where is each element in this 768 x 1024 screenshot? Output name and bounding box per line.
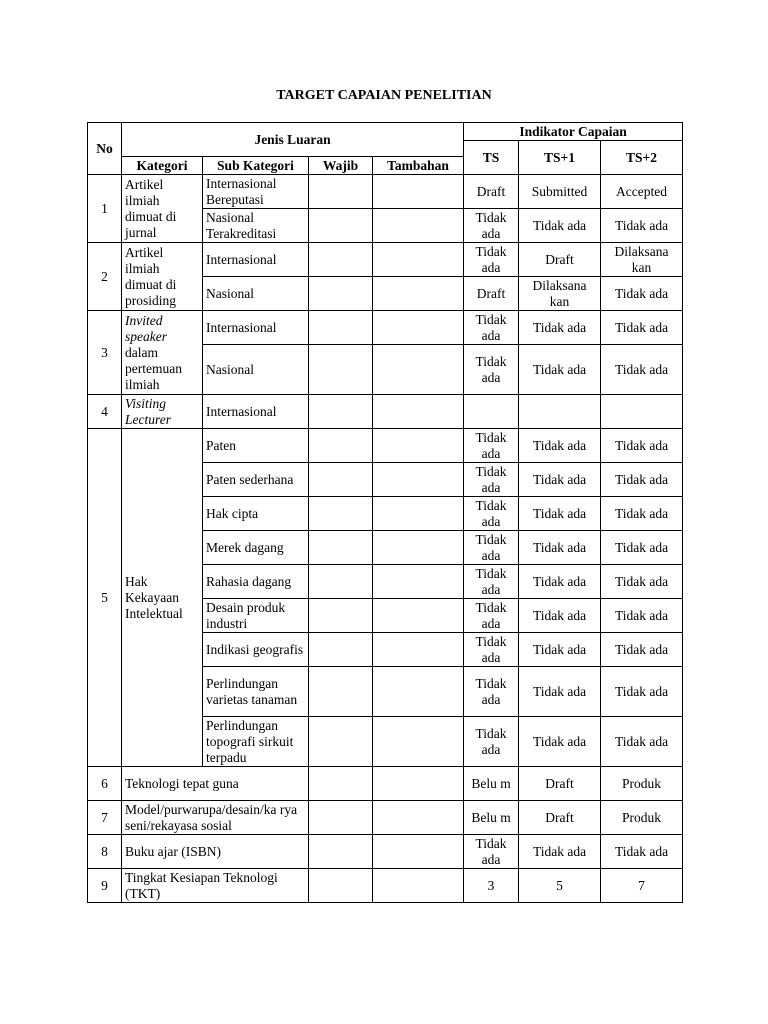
- ts-cell: Belu m: [464, 801, 519, 835]
- ts-cell: Tidak ada: [464, 667, 519, 717]
- ts2-cell: Tidak ada: [601, 311, 683, 345]
- wajib-cell: [309, 395, 373, 429]
- table-row: [88, 395, 683, 429]
- ts2-cell: Tidak ada: [601, 667, 683, 717]
- ts2-cell: Tidak ada: [601, 209, 683, 243]
- jenis-luaran-cell: Model/purwarupa/desain/ka rya seni/rekayasa sosial: [122, 801, 309, 835]
- table-row: [88, 767, 683, 801]
- sub-kategori-cell: Rahasia dagang: [203, 565, 309, 599]
- tambahan-cell: [373, 345, 464, 395]
- sub-kategori-cell: Internasional Bereputasi: [203, 175, 309, 209]
- ts2-cell: Accepted: [601, 175, 683, 209]
- wajib-cell: [309, 835, 373, 869]
- tambahan-cell: [373, 667, 464, 717]
- ts2-cell: Tidak ada: [601, 531, 683, 565]
- ts-cell: [464, 395, 519, 429]
- table-row: [88, 311, 683, 345]
- tambahan-cell: [373, 565, 464, 599]
- wajib-cell: [309, 633, 373, 667]
- ts-cell: Tidak ada: [464, 345, 519, 395]
- ts-cell: Tidak ada: [464, 497, 519, 531]
- sub-kategori-cell: Nasional Terakreditasi: [203, 209, 309, 243]
- jenis-luaran-cell: Teknologi tepat guna: [122, 767, 309, 801]
- tambahan-cell: [373, 801, 464, 835]
- ts1-cell: Draft: [519, 801, 601, 835]
- ts-cell: Draft: [464, 175, 519, 209]
- ts1-cell: Tidak ada: [519, 463, 601, 497]
- header-no: No: [88, 123, 122, 175]
- ts1-cell: Tidak ada: [519, 599, 601, 633]
- tambahan-cell: [373, 497, 464, 531]
- ts-cell: Tidak ada: [464, 565, 519, 599]
- wajib-cell: [309, 599, 373, 633]
- tambahan-cell: [373, 429, 464, 463]
- header-tambahan: Tambahan: [373, 157, 464, 175]
- wajib-cell: [309, 243, 373, 277]
- ts1-cell: Dilaksana kan: [519, 277, 601, 311]
- ts2-cell: Tidak ada: [601, 599, 683, 633]
- row-number: 4: [88, 395, 122, 429]
- header-kategori: Kategori: [122, 157, 203, 175]
- ts-cell: Tidak ada: [464, 463, 519, 497]
- table-row: [88, 835, 683, 869]
- wajib-cell: [309, 531, 373, 565]
- ts1-cell: Tidak ada: [519, 717, 601, 767]
- wajib-cell: [309, 869, 373, 903]
- table-row: [88, 175, 683, 209]
- kategori-cell: [122, 243, 203, 311]
- tambahan-cell: [373, 717, 464, 767]
- ts-cell: Tidak ada: [464, 633, 519, 667]
- sub-kategori-cell: Paten: [203, 429, 309, 463]
- ts-cell: Tidak ada: [464, 311, 519, 345]
- wajib-cell: [309, 429, 373, 463]
- ts-cell: Tidak ada: [464, 531, 519, 565]
- sub-kategori-cell: Paten sederhana: [203, 463, 309, 497]
- jenis-luaran-cell: Buku ajar (ISBN): [122, 835, 309, 869]
- tambahan-cell: [373, 531, 464, 565]
- ts2-cell: Tidak ada: [601, 463, 683, 497]
- ts1-cell: 5: [519, 869, 601, 903]
- sub-kategori-cell: Perlindungan varietas tanaman: [203, 667, 309, 717]
- ts1-cell: Tidak ada: [519, 497, 601, 531]
- kategori-cell: [122, 429, 203, 767]
- ts2-cell: Tidak ada: [601, 633, 683, 667]
- tambahan-cell: [373, 243, 464, 277]
- ts-cell: Tidak ada: [464, 429, 519, 463]
- table-row: [88, 869, 683, 903]
- ts2-cell: Tidak ada: [601, 429, 683, 463]
- jenis-luaran-cell: Tingkat Kesiapan Teknologi (TKT): [122, 869, 309, 903]
- header-ts: TS: [464, 141, 519, 175]
- ts2-cell: Tidak ada: [601, 277, 683, 311]
- ts2-cell: Produk: [601, 767, 683, 801]
- ts1-cell: Submitted: [519, 175, 601, 209]
- sub-kategori-cell: Internasional: [203, 395, 309, 429]
- header-ts2: TS+2: [601, 141, 683, 175]
- ts1-cell: Tidak ada: [519, 835, 601, 869]
- wajib-cell: [309, 209, 373, 243]
- wajib-cell: [309, 311, 373, 345]
- header-jenis-luaran: Jenis Luaran: [122, 123, 464, 157]
- header-ts1: TS+1: [519, 141, 601, 175]
- ts2-cell: Dilaksana kan: [601, 243, 683, 277]
- ts-cell: Tidak ada: [464, 209, 519, 243]
- ts2-cell: Tidak ada: [601, 497, 683, 531]
- ts-cell: Tidak ada: [464, 599, 519, 633]
- target-table: [87, 122, 683, 903]
- tambahan-cell: [373, 835, 464, 869]
- sub-kategori-cell: Nasional: [203, 277, 309, 311]
- kategori-text: dalam pertemuan ilmiah: [125, 344, 182, 392]
- ts-cell: Draft: [464, 277, 519, 311]
- ts1-cell: Draft: [519, 767, 601, 801]
- wajib-cell: [309, 717, 373, 767]
- ts-cell: 3: [464, 869, 519, 903]
- wajib-cell: [309, 667, 373, 717]
- wajib-cell: [309, 497, 373, 531]
- tambahan-cell: [373, 395, 464, 429]
- tambahan-cell: [373, 599, 464, 633]
- tambahan-cell: [373, 633, 464, 667]
- sub-kategori-cell: Nasional: [203, 345, 309, 395]
- tambahan-cell: [373, 175, 464, 209]
- ts1-cell: Tidak ada: [519, 209, 601, 243]
- wajib-cell: [309, 565, 373, 599]
- sub-kategori-cell: Internasional: [203, 311, 309, 345]
- row-number: 2: [88, 243, 122, 311]
- kategori-italic: Visiting Lecturer: [125, 395, 171, 427]
- ts1-cell: Tidak ada: [519, 345, 601, 395]
- wajib-cell: [309, 801, 373, 835]
- ts1-cell: Tidak ada: [519, 667, 601, 717]
- kategori-cell: [122, 175, 203, 243]
- header-indikator-capaian: Indikator Capaian: [464, 123, 683, 141]
- ts2-cell: Tidak ada: [601, 835, 683, 869]
- page-title: TARGET CAPAIAN PENELITIAN: [276, 88, 492, 103]
- row-number: 6: [88, 767, 122, 801]
- row-number: 8: [88, 835, 122, 869]
- ts1-cell: Tidak ada: [519, 531, 601, 565]
- ts1-cell: [519, 395, 601, 429]
- kategori-text: Artikel ilmiah dimuat di jurnal: [125, 176, 177, 240]
- table-row: [88, 429, 683, 463]
- ts1-cell: Draft: [519, 243, 601, 277]
- row-number: 5: [88, 429, 122, 767]
- sub-kategori-cell: Perlindungan topografi sirkuit terpadu: [203, 717, 309, 767]
- header-sub-kategori: Sub Kategori: [203, 157, 309, 175]
- kategori-text: Artikel ilmiah dimuat di prosiding: [125, 244, 177, 308]
- ts2-cell: Tidak ada: [601, 345, 683, 395]
- sub-kategori-cell: Internasional: [203, 243, 309, 277]
- tambahan-cell: [373, 869, 464, 903]
- ts1-cell: Tidak ada: [519, 429, 601, 463]
- ts-cell: Tidak ada: [464, 243, 519, 277]
- row-number: 7: [88, 801, 122, 835]
- tambahan-cell: [373, 209, 464, 243]
- wajib-cell: [309, 463, 373, 497]
- table-row: [88, 801, 683, 835]
- header-wajib: Wajib: [309, 157, 373, 175]
- ts-cell: Tidak ada: [464, 835, 519, 869]
- kategori-cell: [122, 311, 203, 395]
- ts2-cell: Produk: [601, 801, 683, 835]
- ts2-cell: Tidak ada: [601, 565, 683, 599]
- ts1-cell: Tidak ada: [519, 565, 601, 599]
- tambahan-cell: [373, 767, 464, 801]
- wajib-cell: [309, 345, 373, 395]
- table-row: [88, 243, 683, 277]
- wajib-cell: [309, 175, 373, 209]
- ts-cell: Tidak ada: [464, 717, 519, 767]
- kategori-italic: Invited speaker: [125, 312, 167, 344]
- sub-kategori-cell: Hak cipta: [203, 497, 309, 531]
- tambahan-cell: [373, 277, 464, 311]
- kategori-cell: [122, 395, 203, 429]
- kategori-text: Hak Kekayaan Intelektual: [125, 573, 183, 621]
- ts2-cell: 7: [601, 869, 683, 903]
- tambahan-cell: [373, 311, 464, 345]
- ts1-cell: Tidak ada: [519, 311, 601, 345]
- ts2-cell: [601, 395, 683, 429]
- sub-kategori-cell: Desain produk industri: [203, 599, 309, 633]
- row-number: 3: [88, 311, 122, 395]
- wajib-cell: [309, 277, 373, 311]
- sub-kategori-cell: Indikasi geografis: [203, 633, 309, 667]
- row-number: 1: [88, 175, 122, 243]
- ts-cell: Belu m: [464, 767, 519, 801]
- sub-kategori-cell: Merek dagang: [203, 531, 309, 565]
- ts2-cell: Tidak ada: [601, 717, 683, 767]
- ts1-cell: Tidak ada: [519, 633, 601, 667]
- wajib-cell: [309, 767, 373, 801]
- tambahan-cell: [373, 463, 464, 497]
- row-number: 9: [88, 869, 122, 903]
